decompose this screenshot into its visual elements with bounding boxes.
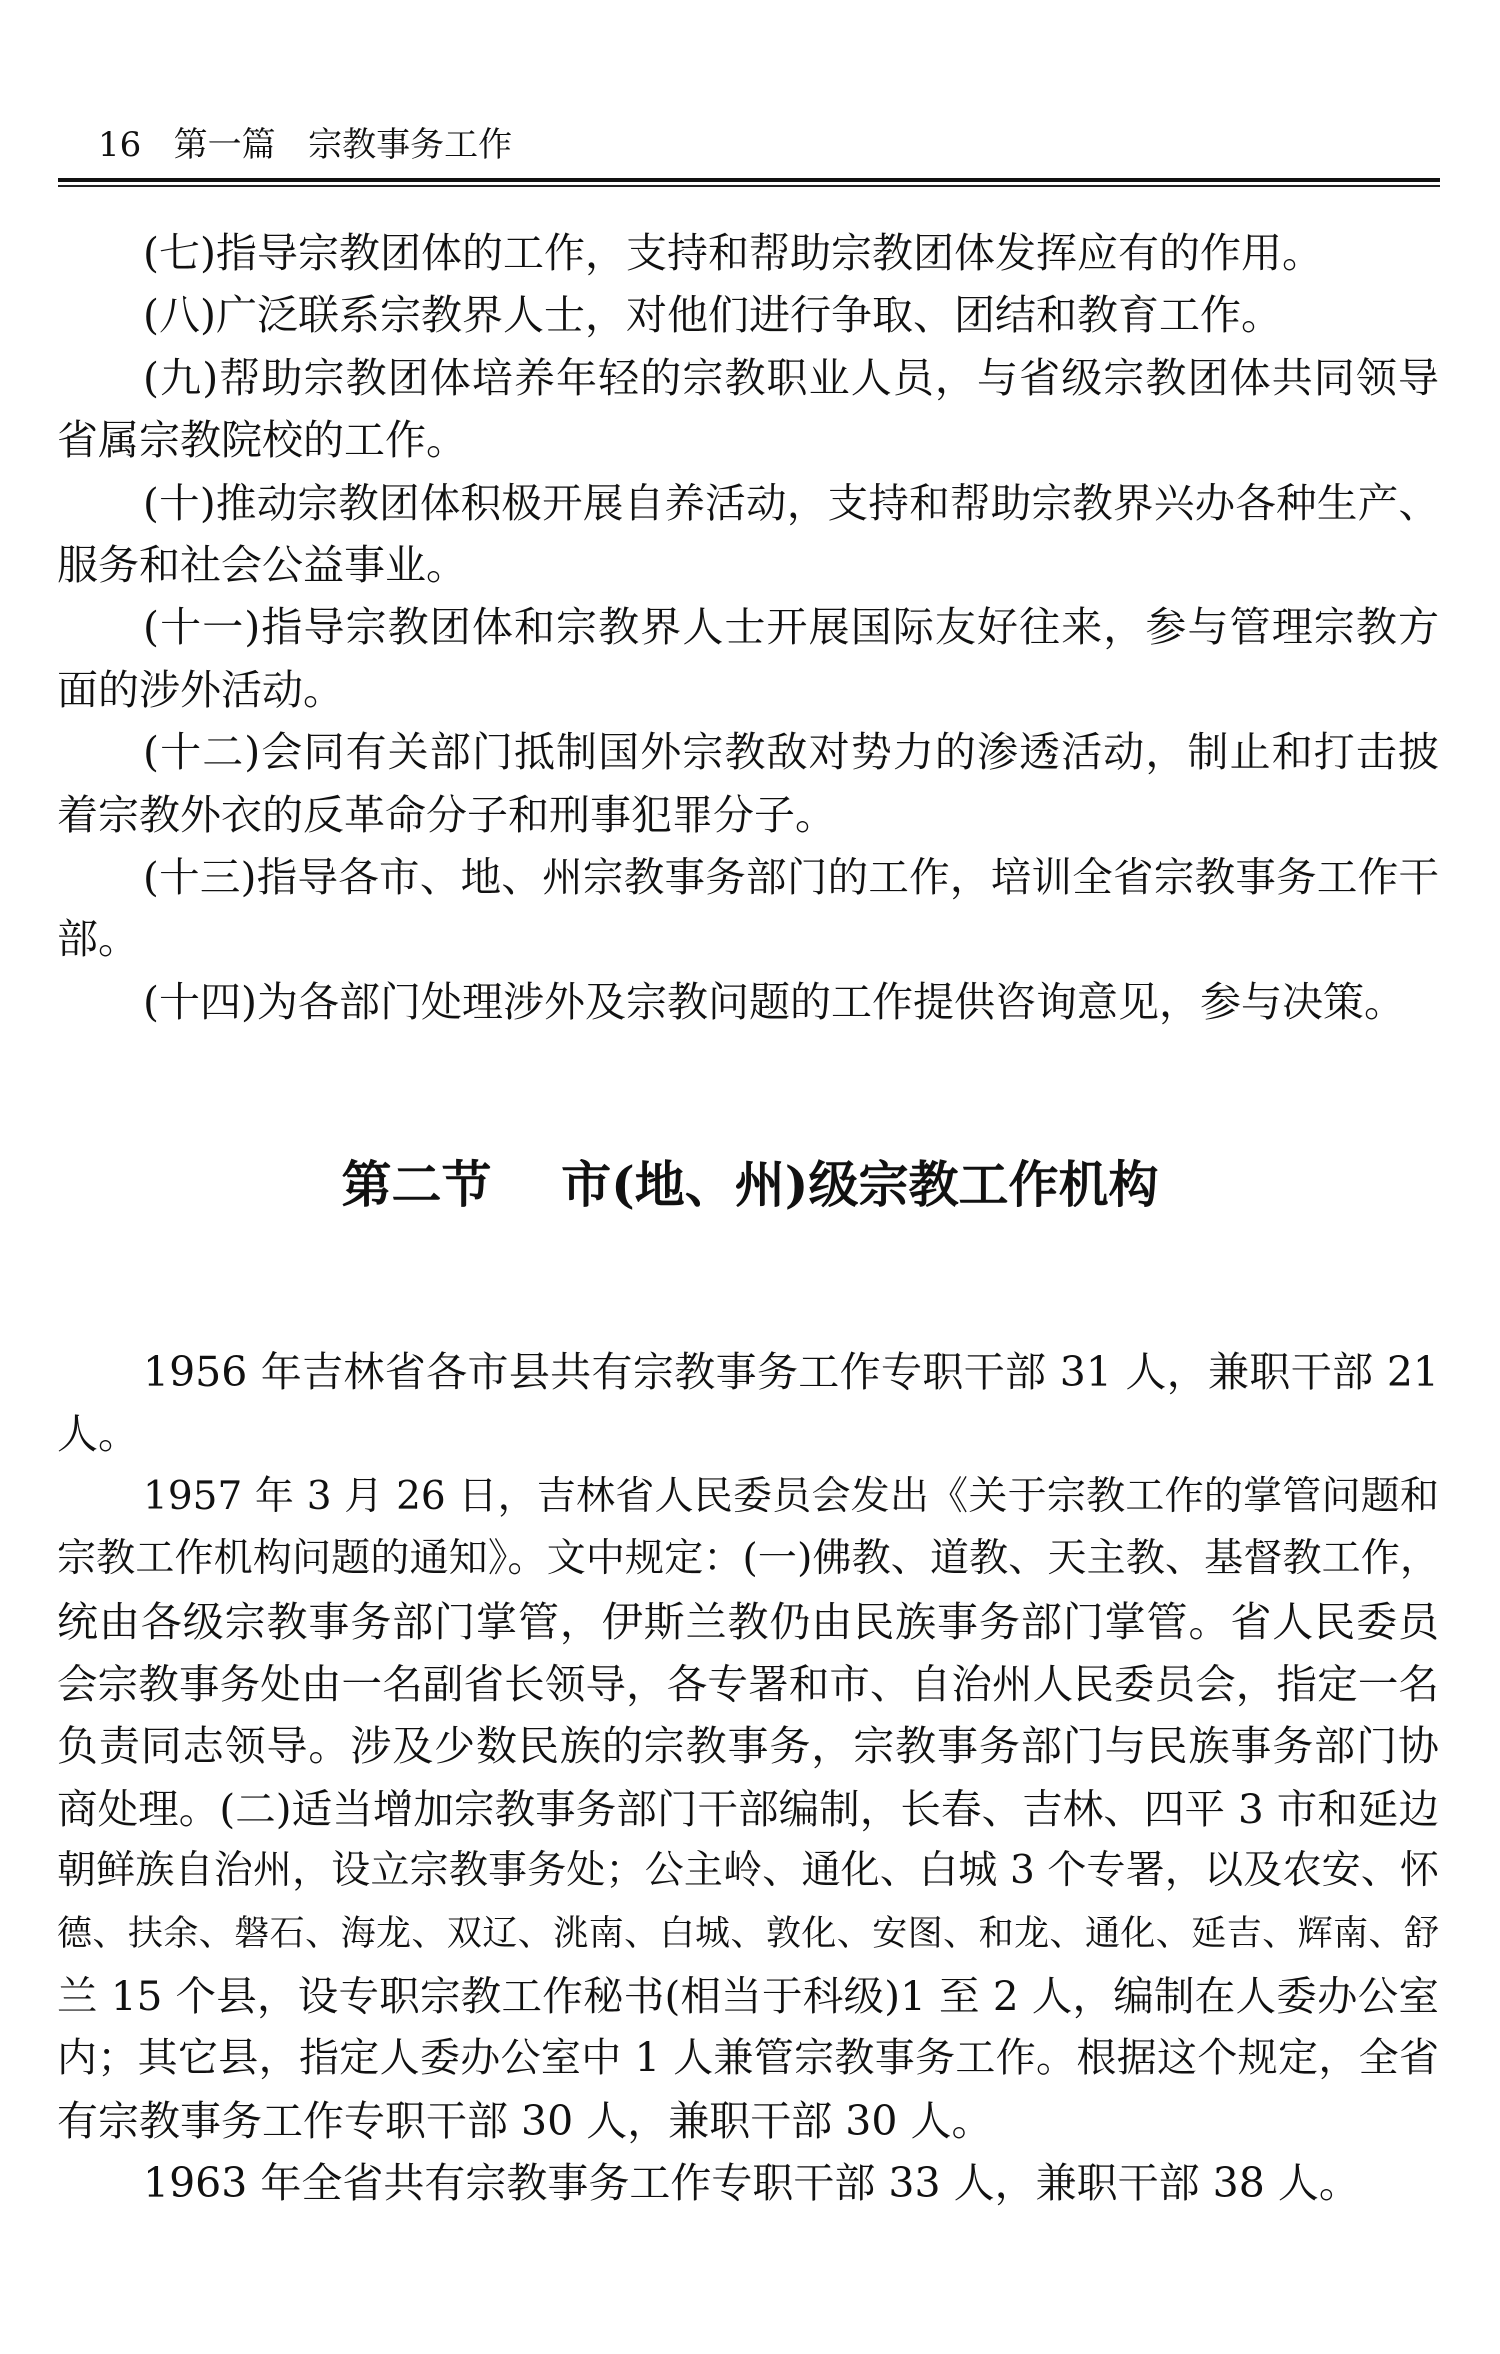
header-rule-thin — [58, 185, 1440, 187]
text-line: 人。 — [57, 1410, 139, 1459]
text-line: 朝鲜族自治州，设立宗教事务处；公主岭、通化、白城 3 个专署，以及农安、怀 — [57, 1848, 1439, 1894]
text-line: 宗教工作机构问题的通知》。文中规定：(一)佛教、道教、天主教、基督教工作， — [57, 1536, 1439, 1582]
text-line: 部。 — [57, 915, 139, 964]
paragraph — [57, 596, 1439, 721]
text-line: (十)推动宗教团体积极开展自养活动，支持和帮助宗教界兴办各种生产、 — [143, 478, 1439, 527]
text-line: (九)帮助宗教团体培养年轻的宗教职业人员，与省级宗教团体共同领导 — [143, 353, 1439, 402]
running-head: 16 第一篇 宗教事务工作 — [98, 125, 513, 165]
paragraph — [57, 1466, 1439, 2152]
text-line: 1957 年 3 月 26 日，吉林省人民委员会发出《关于宗教工作的掌管问题和 — [143, 1473, 1439, 1519]
section-heading: 第二节 市(地、州)级宗教工作机构 — [341, 1155, 1159, 1214]
paragraph — [57, 2152, 1439, 2214]
section1-body — [57, 222, 1439, 1033]
text-line: 会宗教事务处由一名副省长领导，各专署和市、自治州人民委员会，指定一名 — [57, 1659, 1439, 1708]
header-rule-thick — [58, 178, 1440, 182]
text-line: 面的涉外活动。 — [57, 665, 344, 714]
text-line: (十一)指导宗教团体和宗教界人士开展国际友好往来，参与管理宗教方 — [143, 603, 1439, 652]
text-line: 商处理。(二)适当增加宗教事务部门干部编制，长春、吉林、四平 3 市和延边 — [57, 1784, 1439, 1833]
text-line: (十三)指导各市、地、州宗教事务部门的工作，培训全省宗教事务工作干 — [143, 852, 1439, 901]
paragraph — [57, 347, 1439, 472]
text-line: 兰 15 个县，设专职宗教工作秘书(相当于科级)1 至 2 人，编制在人委办公室 — [57, 1971, 1439, 2020]
text-line: 服务和社会公益事业。 — [57, 540, 467, 589]
text-line: 德、扶余、磐石、海龙、双辽、洮南、白城、敦化、安图、和龙、通化、延吉、辉南、舒 — [57, 1913, 1439, 1954]
text-line: 有宗教事务工作专职干部 30 人，兼职干部 30 人。 — [57, 2096, 993, 2145]
text-line: 1956 年吉林省各市县共有宗教事务工作专职干部 31 人，兼职干部 21 — [143, 1348, 1439, 1396]
paragraph — [57, 846, 1439, 971]
text-line: 着宗教外衣的反革命分子和刑事犯罪分子。 — [57, 790, 836, 839]
paragraph — [57, 284, 1439, 346]
paragraph — [57, 721, 1439, 846]
paragraph — [57, 222, 1439, 284]
text-line: 内；其它县，指定人委办公室中 1 人兼管宗教事务工作。根据这个规定，全省 — [57, 2035, 1439, 2082]
section2-body — [57, 1341, 1439, 2214]
text-line: (十二)会同有关部门抵制国外宗教敌对势力的渗透活动，制止和打击披 — [143, 728, 1439, 777]
text-line: 负责同志领导。涉及少数民族的宗教事务，宗教事务部门与民族事务部门协 — [57, 1722, 1439, 1771]
paragraph — [57, 971, 1439, 1033]
text-line: (八)广泛联系宗教界人士，对他们进行争取、团结和教育工作。 — [143, 291, 1282, 340]
text-line: 统由各级宗教事务部门掌管，伊斯兰教仍由民族事务部门掌管。省人民委员 — [57, 1597, 1439, 1646]
text-line: 省属宗教院校的工作。 — [57, 416, 467, 465]
paragraph — [57, 1341, 1439, 1466]
text-line: (七)指导宗教团体的工作，支持和帮助宗教团体发挥应有的作用。 — [143, 229, 1323, 277]
text-line: (十四)为各部门处理涉外及宗教问题的工作提供咨询意见，参与决策。 — [143, 977, 1405, 1026]
paragraph — [57, 472, 1439, 597]
text-line: 1963 年全省共有宗教事务工作专职干部 33 人，兼职干部 38 人。 — [143, 2159, 1360, 2208]
